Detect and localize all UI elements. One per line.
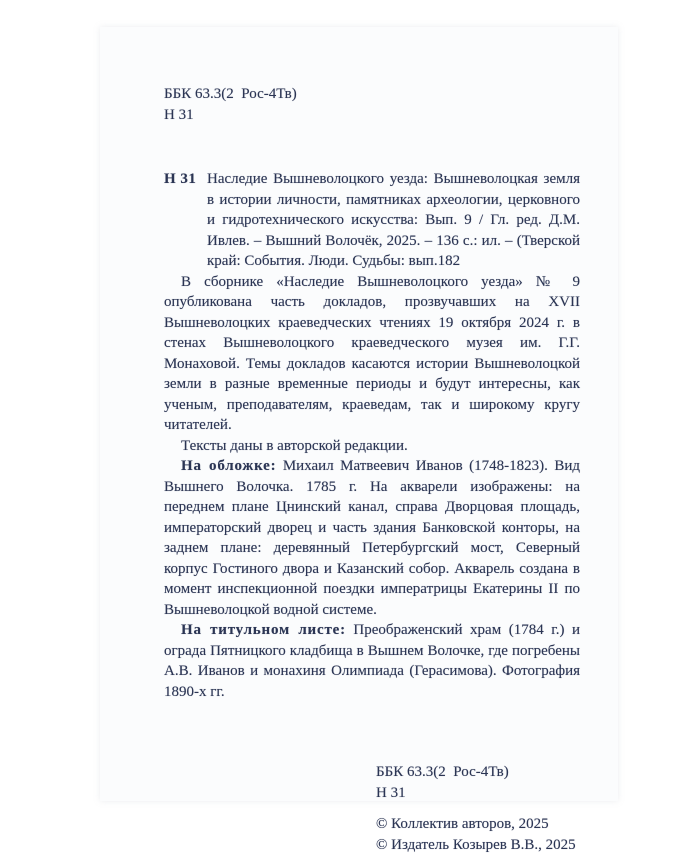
bbk-index-top: ББК 63.3(2 Рос-4Тв) [164, 84, 580, 105]
title-page-note-paragraph [164, 620, 580, 702]
bbk-index-bottom: ББК 63.3(2 Рос-4Тв) [376, 762, 580, 783]
bottom-classification-block [376, 762, 580, 803]
copyright-publisher: © Издатель Козырев В.В., 2025 [376, 835, 580, 855]
copyright-authors: © Коллектив авторов, 2025 [376, 814, 580, 835]
catalog-entry-text: Наследие Вышневолоцкого уезда: Вышневолоцкая земля в истории личности, памятниках археологии, церковного и гидротехнического искусства: Вып. 9 / Гл. ред. Д.М. Ивлев. – Вышний Волочёк, 2025. – 136 с.: ил. – (Тверской край: События. Люди. Судьбы: вып.182 [207, 169, 580, 272]
annotation-paragraph: В сборнике «Наследие Вышневолоцкого уезда» № 9 опубликована часть докладов, прозвучавших на XVII Вышневолоцких краеведческих чтениях 19 октября 2024 г. в стенах Вышневолоцкого краеведческого музея им. Г.Г. Монаховой. Темы докладов касаются истории Вышневолоцкой земли в разные временные периоды и будут интересны, как ученым, преподавателям, краеведам, так и широкому кругу читателей. [164, 272, 580, 436]
top-classification-block [164, 84, 580, 125]
author-sign-bottom: Н 31 [376, 783, 580, 804]
catalog-entry-label: Н 31 [164, 169, 196, 190]
copyright-block [376, 814, 580, 855]
title-page-note-text: Преображенский храм (1784 г.) и ограда Пятницкого кладбища в Вышнем Волочке, где погребены А.В. Иванов и монахиня Олимпиада (Герасимова). Фотография 1890-х гг. [164, 622, 580, 700]
title-page-note-label: На титульном листе: [181, 622, 346, 638]
cover-note-text: Михаил Матвеевич Иванов (1748-1823). Вид Вышнего Волочка. 1785 г. На акварели изображены: на переднем плане Цнинский канал, справа Дворцовая площадь, императорский дворец и часть здания Банковской конторы, на заднем плане: деревянный Петербургский мост, Северный корпус Гостиного двора и Казанский собор. Акварель создана в момент инспекционной поездки императрицы Екатерины II по Вышневолоцкой водной системе. [164, 458, 580, 618]
author-sign-top: Н 31 [164, 105, 580, 126]
cover-note-paragraph [164, 456, 580, 620]
editorial-note: Тексты даны в авторской редакции. [164, 436, 580, 457]
cover-note-label: На обложке: [181, 458, 276, 474]
catalog-entry [164, 169, 580, 272]
book-imprint-page [100, 27, 618, 801]
